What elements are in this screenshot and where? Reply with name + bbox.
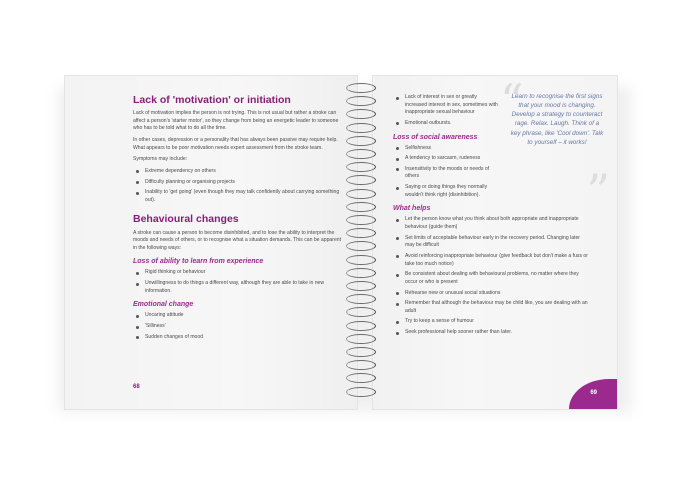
list-item: Be consistent about dealing with behavioural problems, no matter where they occur or who is present bbox=[393, 271, 588, 286]
list-item: Difficulty planning or organising projects bbox=[133, 179, 343, 187]
spiral-ring bbox=[346, 123, 376, 133]
list-item: Uncaring attitude bbox=[133, 312, 343, 320]
list-item: Seek professional help sooner rather than later. bbox=[393, 329, 588, 337]
what-helps-list bbox=[393, 216, 588, 336]
spiral-ring bbox=[346, 347, 376, 357]
list-item: Sudden changes of mood bbox=[133, 334, 343, 342]
spiral-ring bbox=[346, 175, 376, 185]
list-item: Saying or doing things they normally wouldn't think right (disinhibition). bbox=[393, 184, 498, 199]
social-awareness-list bbox=[393, 145, 498, 200]
open-quote-icon: “ bbox=[500, 75, 524, 128]
spiral-ring bbox=[346, 281, 376, 291]
spiral-ring bbox=[346, 307, 376, 317]
page-number-left: 68 bbox=[133, 384, 140, 390]
list-item: 'Silliness' bbox=[133, 323, 343, 331]
symptoms-label: Symptoms may include: bbox=[133, 156, 188, 163]
spiral-ring bbox=[346, 189, 376, 199]
list-item: Extreme dependency on others bbox=[133, 168, 343, 176]
list-item: Try to keep a sense of humour bbox=[393, 318, 588, 326]
list-item: Remember that although the behaviour may be child like, you are dealing with an adult bbox=[393, 300, 588, 315]
spiral-binding bbox=[342, 83, 382, 403]
right-page-content bbox=[393, 94, 613, 340]
list-item: Unwillingness to do things a different way, although they are able to take in new information. bbox=[133, 280, 343, 295]
spiral-ring bbox=[346, 202, 376, 212]
spiral-ring bbox=[346, 96, 376, 106]
subheading-emotional-change: Emotional change bbox=[133, 301, 194, 309]
intro-paragraph-2: In other cases, depression or a personality that has always been passive may require help. What appears to be poor motivation needs expert assessment from the stroke team. bbox=[133, 136, 338, 151]
spiral-ring bbox=[346, 162, 376, 172]
list-item: Rehearse new or unusual social situations bbox=[393, 290, 588, 298]
list-item: Emotional outbursts. bbox=[393, 120, 498, 128]
spiral-ring bbox=[346, 387, 376, 397]
spiral-ring bbox=[346, 255, 376, 265]
top-list bbox=[393, 94, 498, 128]
heading-behavioural-changes: Behavioural changes bbox=[133, 213, 239, 226]
list-item: Set limits of acceptable behaviour early in the recovery period. Changing later may be difficult bbox=[393, 235, 588, 250]
close-quote-icon: ” bbox=[586, 164, 610, 218]
subheading-what-helps: What helps bbox=[393, 205, 431, 213]
intro-paragraph-1: Lack of motivation implies the person is not trying. This is not usual but rather a stroke can affect a person's 'starter motor', so they change from being an energetic leader to someone who has to be told what to do all the time. bbox=[133, 110, 339, 132]
spiral-ring bbox=[346, 321, 376, 331]
symptoms-list bbox=[133, 168, 343, 205]
list-item: Insensitivity to the moods or needs of others bbox=[393, 166, 498, 181]
spiral-ring bbox=[346, 268, 376, 278]
list-item: Inability to 'get going' (even though they may talk confidently about carrying something out). bbox=[133, 189, 343, 204]
spiral-ring bbox=[346, 109, 376, 119]
subheading-loss-of-social-awareness: Loss of social awareness bbox=[393, 133, 478, 141]
heading-lack-of-motivation: Lack of 'motivation' or initiation bbox=[133, 94, 291, 106]
spiral-ring bbox=[346, 228, 376, 238]
quote-text: Learn to recognise the first signs that your mood is changing. Develop a strategy to counteract rage. Relax. Laugh. Think of a key phrase, like 'Cool down'. Talk to yourself – it works! bbox=[510, 93, 604, 146]
page-number-right: 69 bbox=[590, 390, 597, 396]
spiral-ring bbox=[346, 83, 376, 93]
spiral-ring bbox=[346, 136, 376, 146]
spiral-ring bbox=[346, 241, 376, 251]
learning-list bbox=[133, 269, 343, 295]
list-item: Selfishness bbox=[393, 145, 498, 153]
spiral-ring bbox=[346, 360, 376, 370]
list-item: Lack of interest in sex or greatly increased interest in sex, sometimes with inappropriate sexual behaviour bbox=[393, 94, 498, 117]
left-page bbox=[64, 75, 358, 410]
list-item: Let the person know what you think about both appropriate and inappropriate behaviour (guide them) bbox=[393, 216, 588, 231]
spiral-ring bbox=[346, 373, 376, 383]
spiral-ring bbox=[346, 294, 376, 304]
list-item: Avoid reinforcing inappropriate behaviour (give feedback but don't make a fuss or take too much notice) bbox=[393, 253, 588, 268]
behaviour-intro: A stroke can cause a person to become disinhibited, and to lose the ability to interpret the moods and needs of others, or to recognise what a situation demands. This can be apparent in the following ways: bbox=[133, 229, 342, 251]
left-page-content bbox=[133, 94, 343, 344]
spiral-ring bbox=[346, 215, 376, 225]
list-item: A tendency to sarcasm, rudeness bbox=[393, 155, 498, 163]
subheading-loss-of-learning: Loss of ability to learn from experience bbox=[133, 258, 264, 266]
right-page bbox=[372, 75, 618, 410]
spiral-ring bbox=[346, 149, 376, 159]
list-item: Rigid thinking or behaviour bbox=[133, 269, 343, 277]
spiral-ring bbox=[346, 334, 376, 344]
emotional-list bbox=[133, 312, 343, 341]
